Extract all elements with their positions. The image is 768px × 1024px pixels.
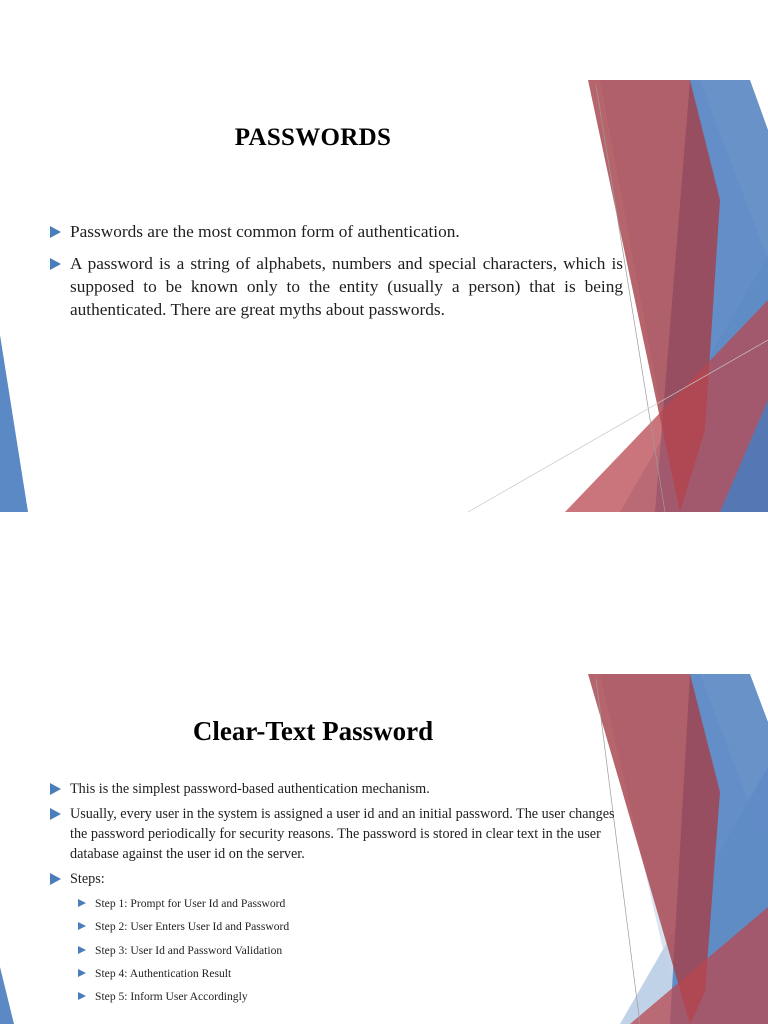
list-item [50, 804, 630, 864]
step-text: Step 5: Inform User Accordingly [95, 990, 248, 1004]
bullet-arrow-icon [50, 873, 61, 885]
bullet-text: Usually, every user in the system is assigned a user id and an initial password. The user changes the password periodically for security reasons. The password is stored in clear text in the user database against the user id on the server. [70, 806, 615, 862]
sub-bullet-arrow-icon [78, 969, 86, 977]
bullet-text: This is the simplest password-based authentication mechanism. [70, 781, 430, 797]
step-text: Step 1: Prompt for User Id and Password [95, 897, 286, 910]
sub-bullet-arrow-icon [78, 992, 86, 1000]
left-blue-wedge [0, 967, 14, 1024]
step-text: Step 3: User Id and Password Validation [95, 943, 283, 957]
bullet-arrow-icon [50, 808, 61, 820]
step-item [78, 989, 378, 1004]
list-item [50, 779, 630, 799]
step-item [78, 919, 378, 934]
bullet-text: A password is a string of alphabets, numbers and special characters, which is supposed to be known only to the entity (usually a person) that is being authenticated. There are great myths about passwords. [70, 254, 623, 319]
step-item [78, 943, 378, 958]
step-item [78, 896, 378, 911]
step-list [78, 896, 378, 1012]
sub-bullet-arrow-icon [78, 899, 86, 907]
left-blue-wedge [0, 335, 28, 512]
bullet-text: Steps: [70, 871, 105, 887]
bullet-arrow-icon [50, 783, 61, 795]
bullet-text: Passwords are the most common form of authentication. [70, 222, 460, 241]
slide-clear-text-password [0, 512, 768, 1024]
list-item [50, 869, 630, 889]
slide-title: PASSWORDS [234, 124, 392, 151]
bullet-list [50, 779, 630, 894]
step-item [78, 966, 378, 981]
sub-bullet-arrow-icon [78, 946, 86, 954]
list-item [50, 220, 623, 243]
slide-title: Clear-Text Password [192, 716, 434, 746]
list-item [50, 252, 623, 321]
step-text: Step 4: Authentication Result [95, 966, 232, 980]
bullet-arrow-icon [50, 226, 61, 238]
bullet-arrow-icon [50, 258, 61, 270]
step-text: Step 2: User Enters User Id and Password [95, 920, 290, 934]
bullet-list [50, 220, 623, 330]
sub-bullet-arrow-icon [78, 922, 86, 930]
